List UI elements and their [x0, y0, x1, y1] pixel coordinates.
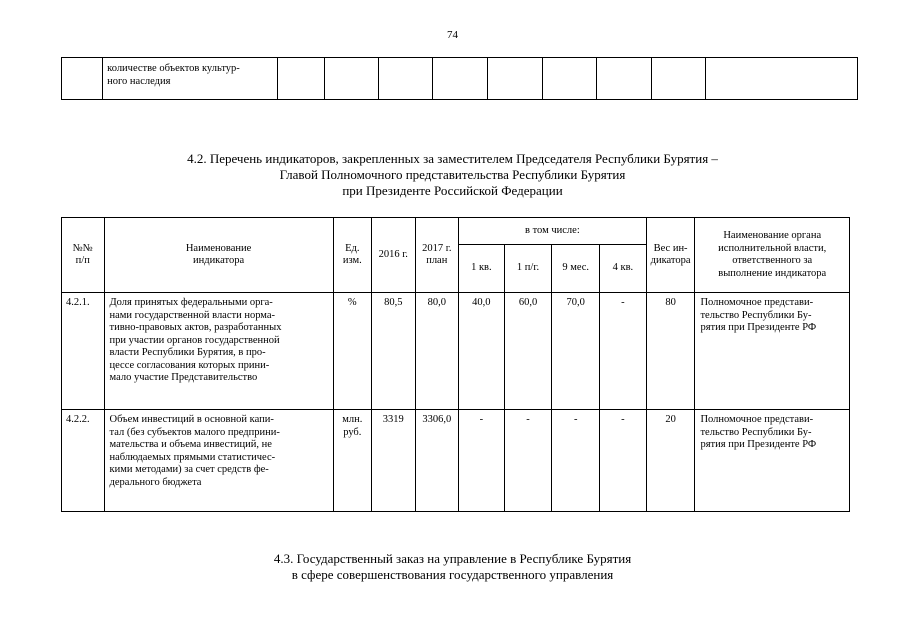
value-2017: 3306,0	[415, 410, 459, 512]
row-num: 4.2.2.	[62, 410, 105, 512]
indicators-table	[61, 217, 850, 512]
header-q4: 4 кв.	[600, 245, 647, 293]
header-9m: 9 мес.	[552, 245, 600, 293]
header-org: Наименование органа исполнительной власти, ответственного за выполнение индикатора	[695, 218, 850, 293]
header-num: №№ п/п	[62, 218, 105, 293]
header-h1: 1 п/г.	[504, 245, 552, 293]
value-q4: -	[600, 410, 647, 512]
value-9m: 70,0	[552, 293, 600, 410]
header-weight: Вес ин- дикатора	[646, 218, 695, 293]
table-header-row	[62, 218, 850, 245]
header-including: в том числе:	[459, 218, 647, 245]
table-row	[62, 410, 850, 512]
value-h1: 60,0	[504, 293, 552, 410]
table-cell	[433, 58, 487, 100]
header-name: Наименование индикатора	[104, 218, 333, 293]
table-cell	[652, 58, 706, 100]
indicator-name: Доля принятых федеральными орга- нами государственной власти норма- тивно-правовых актов, разработанных при участии органов государственной власти Республики Бурятия, в про- цессе согласования которых прини- мало участие Представительство	[104, 293, 333, 410]
table-cell	[379, 58, 433, 100]
table-cell	[487, 58, 542, 100]
header-unit: Ед. изм.	[333, 218, 371, 293]
value-h1: -	[504, 410, 552, 512]
table-cell	[62, 58, 103, 100]
weight-cell: 20	[646, 410, 695, 512]
value-9m: -	[552, 410, 600, 512]
page-number: 74	[447, 29, 458, 41]
header-2017: 2017 г. план	[415, 218, 459, 293]
value-q1: 40,0	[459, 293, 505, 410]
table-row	[62, 58, 858, 100]
table-cell	[542, 58, 596, 100]
continuation-table	[61, 57, 858, 100]
section-title-4-2: 4.2. Перечень индикаторов, закрепленных за заместителем Председателя Республики Бурятия – Главой Полномочного представительства Республики Бурятия при Президенте Российской Федерации	[187, 151, 718, 198]
value-2016: 3319	[371, 410, 415, 512]
table-cell	[596, 58, 651, 100]
row-num: 4.2.1.	[62, 293, 105, 410]
table-cell	[277, 58, 324, 100]
table-row	[62, 293, 850, 410]
header-2016: 2016 г.	[371, 218, 415, 293]
header-q1: 1 кв.	[459, 245, 505, 293]
table-cell	[103, 58, 278, 100]
value-2016: 80,5	[371, 293, 415, 410]
weight-cell: 80	[646, 293, 695, 410]
value-q4: -	[600, 293, 647, 410]
org-cell: Полномочное представи- тельство Республики Бу- рятия при Президенте РФ	[695, 293, 850, 410]
table-cell	[706, 58, 858, 100]
indicator-name: Объем инвестиций в основной капи- тал (без субъектов малого предприни- мательства и объема инвестиций, не наблюдаемых прямыми статистичес- кими методами) за счет средств фе- дерального бюджета	[104, 410, 333, 512]
section-title-4-3: 4.3. Государственный заказ на управление в Республике Бурятия в сфере совершенствования государственного управления	[273, 551, 632, 582]
org-cell: Полномочное представи- тельство Республики Бу- рятия при Президенте РФ	[695, 410, 850, 512]
table-cell	[324, 58, 378, 100]
indicator-name: количестве объектов культур- ного наследия	[107, 63, 240, 87]
unit-cell: млн. руб.	[333, 410, 371, 512]
value-2017: 80,0	[415, 293, 459, 410]
value-q1: -	[459, 410, 505, 512]
unit-cell: %	[333, 293, 371, 410]
